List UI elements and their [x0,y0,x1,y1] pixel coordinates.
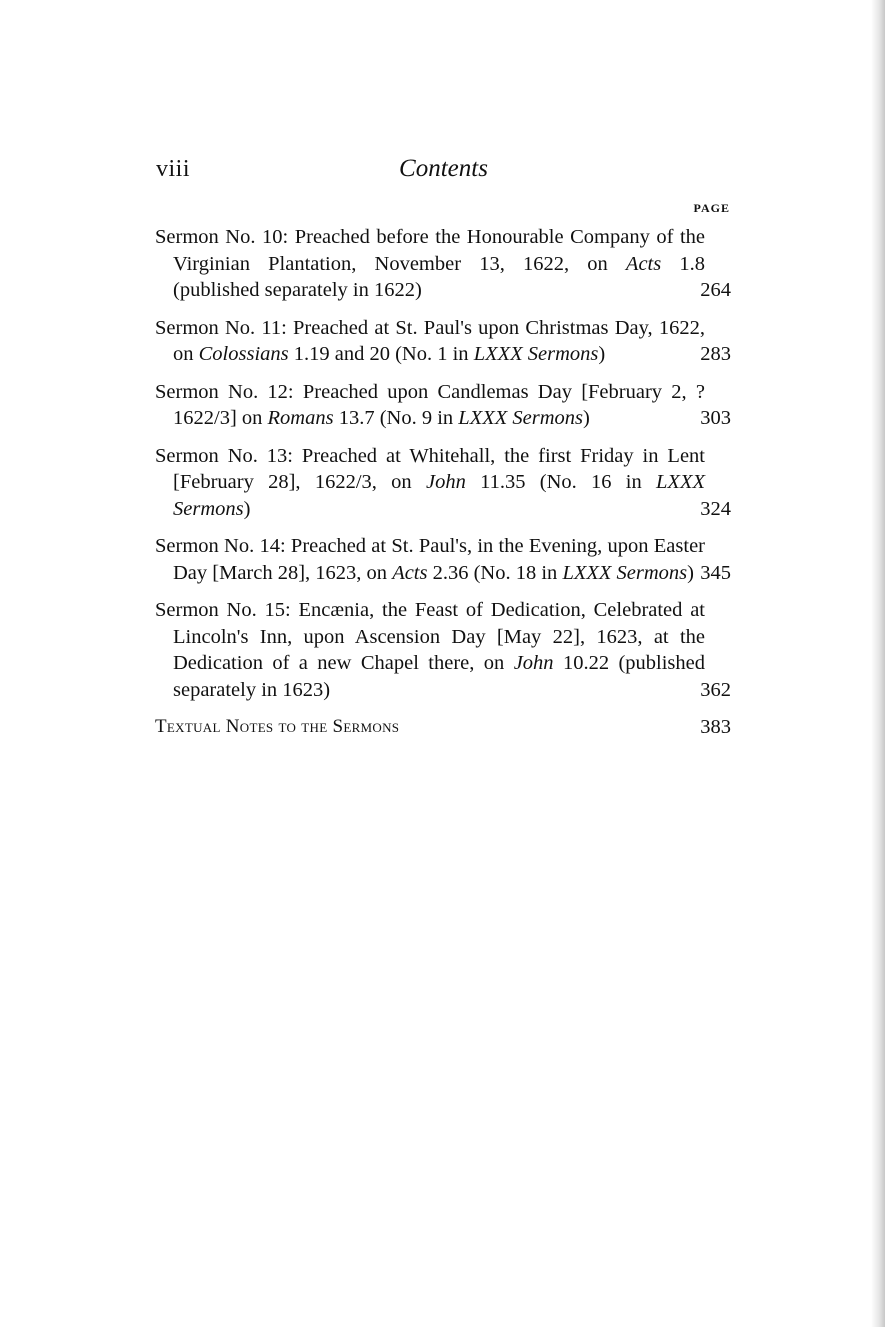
entry-title-part: ) [687,561,694,584]
page-edge-shadow [871,0,885,1327]
contents-entry[interactable] [155,224,731,304]
entry-title [155,379,705,432]
entry-title-italic-part: LXXX Sermons [173,471,705,520]
entry-page-number: 303 [700,407,731,429]
entry-title-part: 10.22 (published separately in 1623) [173,652,706,701]
entry-title-part: Sermon No. 14: Preached at St. Paul's, in the Evening, upon Easter Day [March 28], 1623, on [155,535,705,584]
entry-title-italic-part: Colossians [198,343,289,365]
entry-title-part: 13.7 (No. 9 in [333,407,459,429]
entry-title-italic-part: Acts [625,252,662,275]
page-number-folio: viii [156,156,191,182]
entry-title-italic-part: Acts [392,561,428,584]
entry-title-part: ) [243,497,251,520]
entry-title-part: 11.35 (No. 16 in [465,471,657,493]
contents-entry[interactable] [155,315,731,368]
entry-title-part: Sermon No. 10: Preached before the Honourable Company of the Virginian Plantation, November 13, 1622, on [155,226,705,275]
entry-page-number: 264 [700,279,731,301]
contents-title: Contents [399,155,488,182]
entry-title-italic-part: LXXX Sermons [473,343,599,365]
entry-title [155,224,705,304]
entry-title-italic-part: Romans [267,407,334,429]
entry-title [155,443,705,523]
entry-title-italic-part: LXXX Sermons [562,561,688,584]
contents-entry[interactable] [155,533,731,586]
entry-page-number: 283 [700,343,731,365]
entry-page-number: 345 [700,561,731,584]
contents-list [155,224,731,752]
entry-title-part: ) [583,407,590,429]
entry-title-part: Sermon No. 12: Preached upon Candlemas Day [February 2, ? 1622/3] on [155,380,705,429]
entry-page-number: 383 [700,716,731,738]
entry-title-part: ) [598,343,606,365]
entry-title [155,315,705,368]
entry-page-number: 324 [700,497,731,520]
entry-title-part: Sermon No. 13: Preached at Whitehall, the first Friday in Lent [February 28], 1622/3, on [155,444,705,493]
contents-entry[interactable] [155,597,731,703]
entry-title [155,597,705,703]
entry-title [155,533,705,586]
entry-title-part: Textual Notes to the Sermons [155,716,400,737]
contents-entry[interactable] [155,443,731,523]
entry-title [155,714,705,741]
entry-title-italic-part: John [425,471,466,493]
entry-title-part: Sermon No. 15: Encænia, the Feast of Dedication, Celebrated at Lincoln's Inn, upon Ascension Day [May 22], 1623, at the Dedication of a new Chapel there, on [155,599,705,674]
page-column-label: PAGE [693,201,730,215]
entry-page-number: 362 [700,678,731,701]
entry-title-italic-part: LXXX Sermons [458,407,583,429]
entry-title-italic-part: John [513,652,554,674]
entry-title-part: 1.8 (published separately in 1622) [173,252,705,301]
running-head-title [0,155,885,183]
entry-title-part: 1.19 and 20 (No. 1 in [288,343,474,365]
entry-title-part: 2.36 (No. 18 in [427,561,563,584]
contents-entry[interactable] [155,379,731,432]
contents-entry[interactable] [155,714,731,741]
entry-title-part: Sermon No. 11: Preached at St. Paul's upon Christmas Day, 1622, on [155,316,705,365]
